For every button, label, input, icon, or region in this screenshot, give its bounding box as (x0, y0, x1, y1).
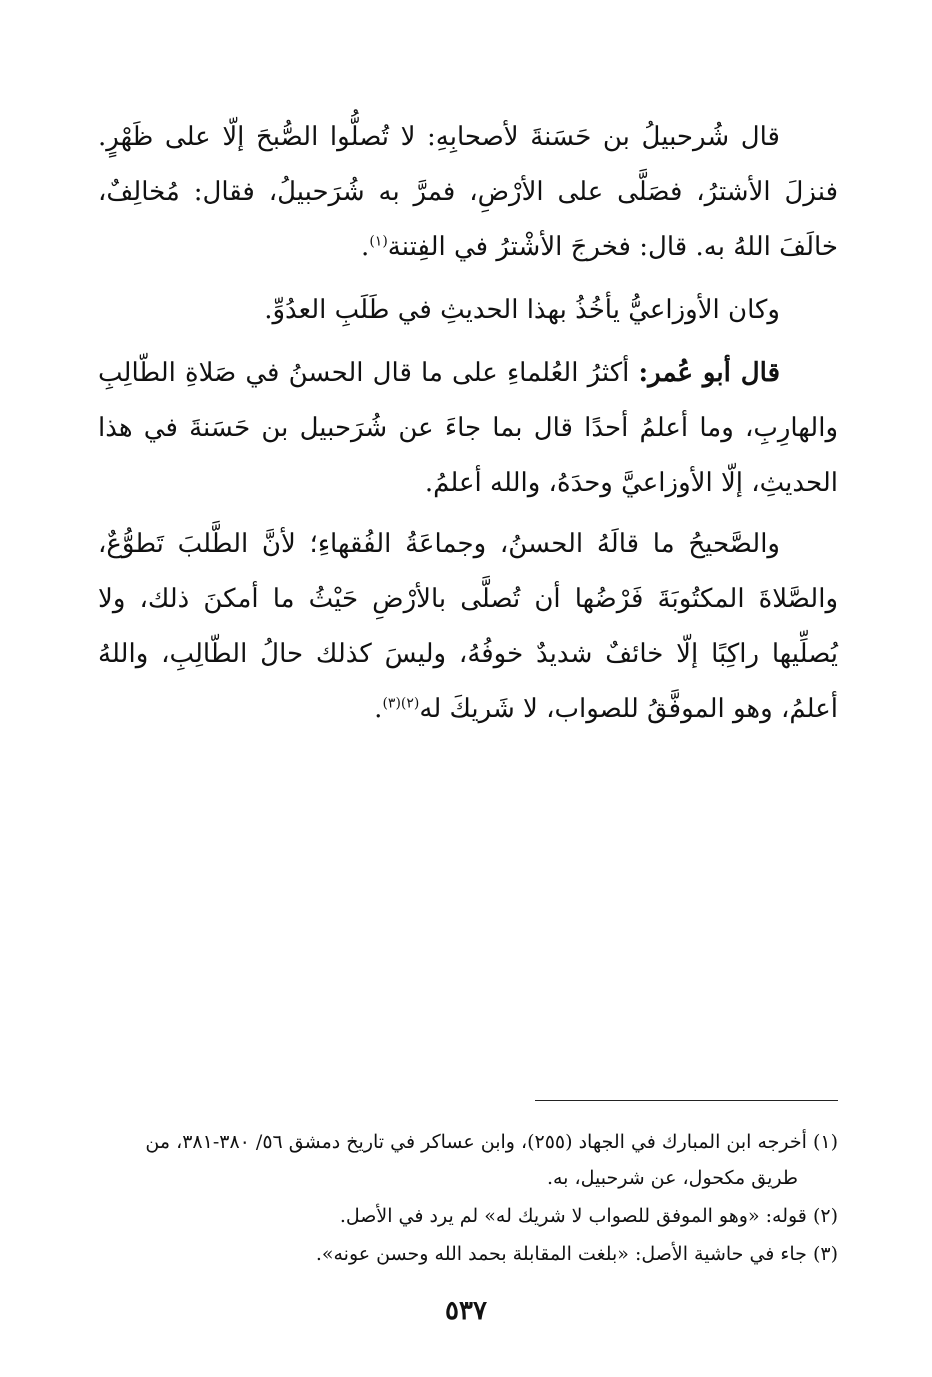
footnote-1-text: أخرجه ابن المبارك في الجهاد (٢٥٥)، وابن عساكر في تاريخ دمشق ٥٦/ ٣٨٠-٣٨١، من (145, 1131, 807, 1153)
footnote-1-continuation: طريق مكحول، عن شرحبيل، به. (546, 1167, 798, 1189)
page-number: ٥٣٧ (445, 1296, 487, 1326)
main-text (98, 110, 838, 745)
footnote-3 (98, 1236, 838, 1272)
paragraph-3 (98, 346, 838, 511)
paragraph-1-end: . (361, 232, 370, 262)
footnote-1 (98, 1124, 838, 1196)
paragraph-2-text: وكان الأوزاعيُّ يأخُذُ بهذا الحديثِ في طَلَبِ العدُوِّ. (264, 295, 780, 325)
paragraph-1-text: قال شُرحبيلُ بن حَسَنةَ لأصحابِهِ: لا تُصلُّوا الصُّبحَ إلّا على ظَهْرٍ. فنزلَ الأشترُ، فصَلَّى على الأرْضِ، فمرَّ به شُرَحبيلُ، فقال: مُخالِفٌ، خالَفَ اللهُ به. قال: فخرجَ الأشْترُ في الفِتنة (98, 122, 838, 262)
footnote-separator (535, 1100, 838, 1101)
footnote-2 (98, 1198, 838, 1234)
footnote-ref-1[interactable]: (١) (369, 233, 388, 250)
footnote-ref-2-3[interactable]: (٢)(٣) (382, 695, 420, 712)
paragraph-3-text: أكثرُ العُلماءِ على ما قال الحسنُ في صَلاةِ الطّالِبِ والهارِبِ، وما أعلمُ أحدًا قال بما جاءَ عن شُرَحبيل بن حَسَنةَ في هذا الحديثِ، إلّا الأوزاعيَّ وحدَهُ، والله أعلمُ. (98, 358, 838, 498)
paragraph-4-end: . (374, 694, 383, 724)
footnotes (98, 1124, 838, 1274)
footnote-2-text: قوله: «وهو الموفق للصواب لا شريك له» لم يرد في الأصل. (339, 1205, 807, 1227)
footnote-1-number: (١) (812, 1131, 838, 1153)
footnote-3-text: جاء في حاشية الأصل: «بلغت المقابلة بحمد الله وحسن عونه». (315, 1243, 807, 1265)
paragraph-1 (98, 110, 838, 275)
paragraph-4 (98, 517, 838, 737)
paragraph-2 (98, 283, 838, 338)
paragraph-4-text: والصَّحيحُ ما قالَهُ الحسنُ، وجماعَةُ الفُقهاءِ؛ لأنَّ الطَّلبَ تَطوُّعٌ، والصَّلاةَ المكتُوبَةَ فَرْضُها أن تُصلَّى بالأرْضِ حَيْثُ ما أمكنَ ذلك، ولا يُصلِّيها راكِبًا إلّا خائفٌ شديدٌ خوفُهُ، وليسَ كذلك حالُ الطّالِبِ، واللهُ أعلمُ، وهو الموفَّقُ للصواب، لا شَريكَ له (98, 529, 838, 724)
paragraph-3-lead: قال أبو عُمر: (638, 358, 780, 388)
footnote-2-number: (٢) (812, 1205, 838, 1227)
footnote-3-number: (٣) (812, 1243, 838, 1265)
